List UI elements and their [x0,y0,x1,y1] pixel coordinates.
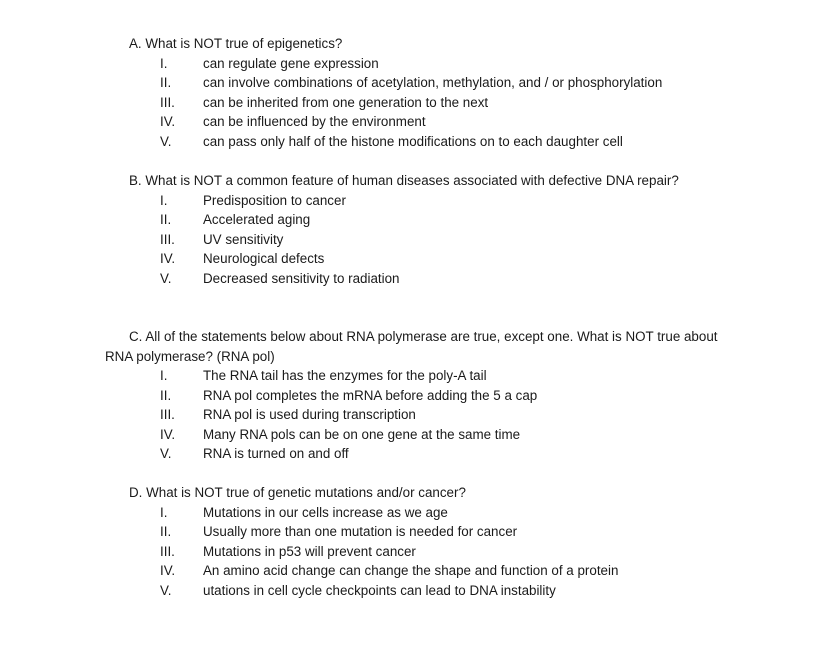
option-number: V. [160,582,172,598]
option-number: V. [160,133,172,149]
option-item [105,73,745,93]
option-text: RNA pol is used during transcription [203,407,416,422]
option-text: Accelerated aging [203,212,311,227]
option-list [105,503,745,601]
question-prompt: B. What is NOT a common feature of human diseases associated with defective DNA repair? [129,173,679,188]
question-prompt: A. What is NOT true of epigenetics? [129,36,343,51]
option-item [105,230,745,250]
option-number: I. [160,368,168,383]
option-number: IV. [160,563,176,578]
option-item [105,581,745,601]
option-item [105,191,745,211]
option-number: II. [160,387,172,403]
option-text: utations in cell cycle checkpoints can lead to DNA instability [203,582,556,598]
option-item [105,269,745,289]
option-text: RNA is turned on and off [203,446,349,461]
option-text: Decreased sensitivity to radiation [203,270,400,286]
option-list [105,366,745,464]
question-c [105,327,745,464]
option-text: can pass only half of the histone modifications on to each daughter cell [203,133,623,149]
option-item [105,503,745,523]
option-text: Mutations in p53 will prevent cancer [203,543,416,559]
option-item [105,54,745,74]
option-text: RNA pol completes the mRNA before adding the 5 a cap [203,387,538,403]
option-number: IV. [160,114,176,129]
option-number: V. [160,270,172,286]
option-number: III. [160,231,175,247]
option-number: III. [160,94,175,110]
option-item [105,366,745,386]
option-item [105,522,745,542]
option-number: II. [160,212,172,227]
option-number: III. [160,407,175,422]
question-prompt: D. What is NOT true of genetic mutations and/or cancer? [129,485,466,500]
option-number: II. [160,75,172,90]
option-item [105,425,745,445]
option-item [105,93,745,113]
option-item [105,444,745,464]
option-text: An amino acid change can change the shape and function of a protein [203,563,619,578]
option-item [105,112,745,132]
option-text: can involve combinations of acetylation, methylation, and / or phosphorylation [203,75,663,90]
option-list [105,191,745,289]
option-number: I. [160,192,168,208]
option-text: Neurological defects [203,251,325,266]
option-number: IV. [160,251,176,266]
option-item [105,132,745,152]
option-text: can be influenced by the environment [203,114,426,129]
option-text: The RNA tail has the enzymes for the poly-A tail [203,368,487,383]
option-list [105,54,745,152]
option-item [105,210,745,230]
option-number: III. [160,543,175,559]
option-text: Usually more than one mutation is needed for cancer [203,524,518,539]
option-text: can regulate gene expression [203,55,379,71]
option-item [105,405,745,425]
option-text: Mutations in our cells increase as we age [203,504,448,520]
option-item [105,249,745,269]
question-a [105,34,745,151]
option-text: UV sensitivity [203,231,284,247]
option-item [105,542,745,562]
option-item [105,561,745,581]
option-text: Predisposition to cancer [203,192,346,208]
option-text: Many RNA pols can be on one gene at the same time [203,426,521,442]
question-b [105,171,745,288]
question-prompt: C. All of the statements below about RNA polymerase are true, except one. What is NOT true about RNA polymerase? (RNA pol) [105,329,718,364]
option-item [105,386,745,406]
option-number: IV. [160,426,176,442]
option-number: V. [160,446,172,461]
option-number: I. [160,55,168,71]
option-number: II. [160,524,172,539]
question-d [105,483,745,600]
option-number: I. [160,504,168,520]
option-text: can be inherited from one generation to the next [203,94,489,110]
